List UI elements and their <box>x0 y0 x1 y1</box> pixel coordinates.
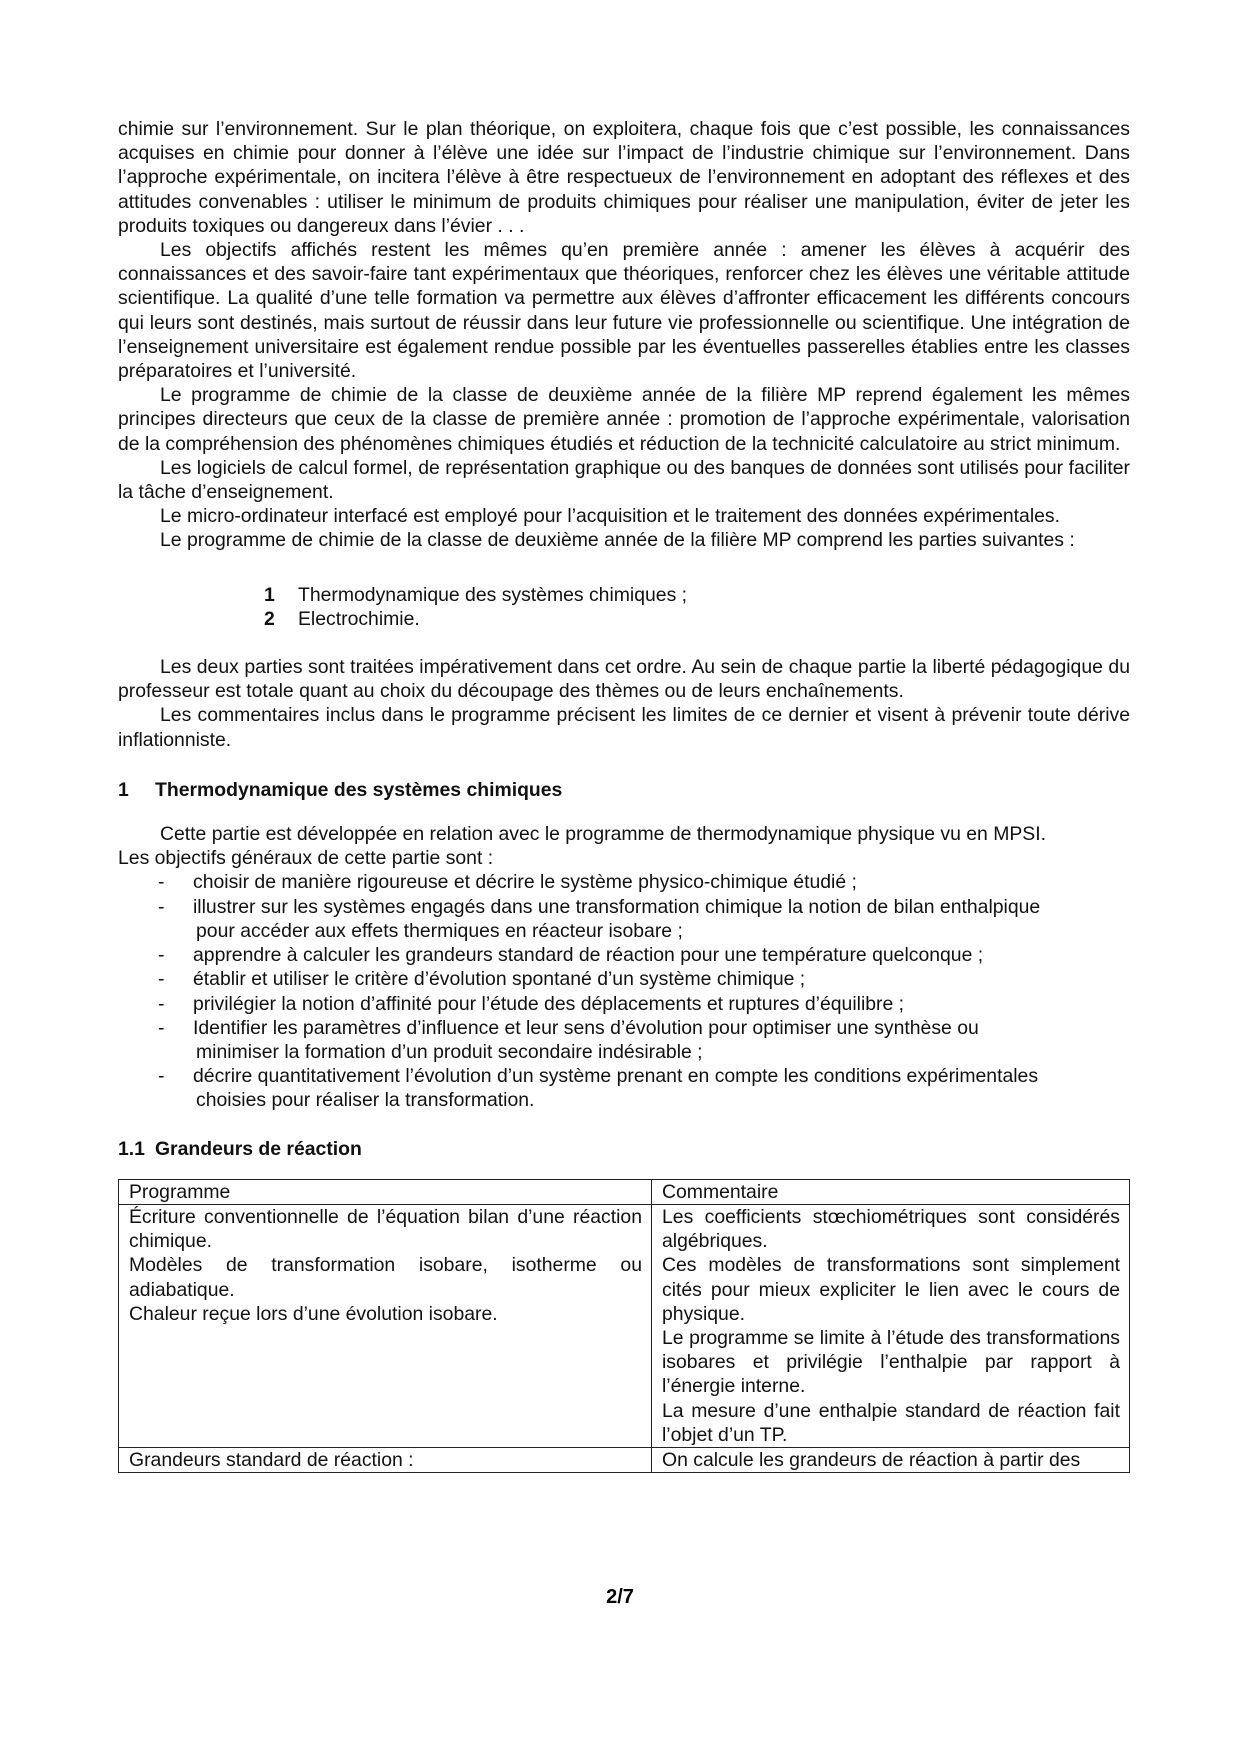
list-item: - établir et utiliser le critère d’évolution spontané d’un système chimique ; <box>158 968 806 991</box>
list-item: - illustrer sur les systèmes engagés dans une transformation chimique la notion de bilan enthalpique pour accéder aux effets thermiques en réacteur isobare ; <box>158 895 1041 942</box>
table-header-commentaire: Commentaire <box>652 1179 1130 1204</box>
table-row <box>119 1204 1130 1447</box>
section-intro-line-2: Les objectifs généraux de cette partie sont : <box>118 847 494 870</box>
table-cell: Grandeurs standard de réaction : <box>119 1447 652 1472</box>
list-item-number: 2 <box>264 607 275 630</box>
intro-paragraph-4: Les logiciels de calcul formel, de représentation graphique ou des banques de données sont utilisés pour faciliter la tâche d’enseignement. <box>118 456 1130 504</box>
subsection-heading <box>118 1137 1130 1161</box>
section-intro-line-1: Cette partie est développée en relation avec le programme de thermodynamique physique vu en MPSI. <box>160 823 1047 846</box>
list-item <box>264 583 1130 607</box>
program-table <box>118 1179 1130 1473</box>
list-item-label: Thermodynamique des systèmes chimiques ; <box>298 583 688 606</box>
section-heading <box>118 778 1130 802</box>
list-item: - apprendre à calculer les grandeurs standard de réaction pour une température quelconque ; <box>158 944 984 967</box>
table-header-row <box>119 1179 1130 1204</box>
section-title: Thermodynamique des systèmes chimiques <box>155 778 563 801</box>
subsection-title: Grandeurs de réaction <box>154 1137 362 1160</box>
table-header-programme: Programme <box>119 1179 652 1204</box>
table-cell: Écriture conventionnelle de l’équation bilan d’une réaction chimique. Modèles de transformation isobare, isotherme ou adiabatique. Chaleur reçue lors d’une évolution isobare. <box>119 1204 652 1447</box>
intro-paragraph-2: Les objectifs affichés restent les mêmes qu’en première année : amener les élèves à acquérir des connaissances et des savoir-faire tant expérimentaux que théoriques, renforcer chez les élèves une véritable attitude scientifique. La qualité d’une telle formation va permettre aux élèves d’affronter efficacement les différents concours qui leurs sont destinés, mais surtout de réussir dans leur future vie professionnelle ou scientifique. Une intégration de l’enseignement universitaire est également rendue possible par les éventuelles passerelles établies entre les classes préparatoires et l’université. <box>118 239 1130 383</box>
table-row <box>119 1447 1130 1472</box>
intro-paragraph-3: Le programme de chimie de la classe de deuxième année de la filière MP reprend également les mêmes principes directeurs que ceux de la classe de première année : promotion de l’approche expérimentale, valorisation de la compréhension des phénomènes chimiques étudiés et réduction de la technicité calculatoire au strict minimum. <box>118 384 1130 455</box>
table-cell: Les coefficients stœchiométriques sont considérés algébriques. Ces modèles de transformations sont simplement cités pour mieux expliciter le lien avec le cours de physique. Le programme se limite à l’étude des transformations isobares et privilégie l’enthalpie par rapport à l’énergie interne. La mesure d’une enthalpie standard de réaction fait l’objet d’un TP. <box>652 1204 1130 1447</box>
document-page <box>118 117 1130 1473</box>
intro-paragraph-5: Le micro-ordinateur interfacé est employé pour l’acquisition et le traitement des données expérimentales. <box>160 505 1060 528</box>
list-item: - décrire quantitativement l’évolution d’un système prenant en compte les conditions expérimentales choisies pour réaliser la transformation. <box>158 1065 1039 1112</box>
after-paragraph-1: Les deux parties sont traitées impérativement dans cet ordre. Au sein de chaque partie la liberté pédagogique du professeur est totale quant au choix du découpage des thèmes ou de leurs enchaînements. <box>118 656 1130 703</box>
after-paragraph-2: Les commentaires inclus dans le programme précisent les limites de ce dernier et visent à prévenir toute dérive inflationniste. <box>118 704 1130 751</box>
list-item-number: 1 <box>264 583 275 606</box>
objectives-list <box>118 870 1130 1112</box>
list-item: - privilégier la notion d’affinité pour l’étude des déplacements et ruptures d’équilibre ; <box>158 992 905 1015</box>
table-cell: On calcule les grandeurs de réaction à partir des <box>652 1447 1130 1472</box>
parts-list <box>264 583 1130 631</box>
intro-paragraph-6: Le programme de chimie de la classe de deuxième année de la filière MP comprend les parties suivantes : <box>160 529 1075 552</box>
intro-paragraph-1: chimie sur l’environnement. Sur le plan théorique, on exploitera, chaque fois que c’est possible, les connaissances acquises en chimie pour donner à l’élève une idée sur l’impact de l’industrie chimique sur l’environnement. Dans l’approche expérimentale, on incitera l’élève à être respectueux de l’environnement en adoptant des réflexes et des attitudes convenables : utiliser le minimum de produits chimiques pour réaliser une manipulation, éviter de jeter les produits toxiques ou dangereux dans l’évier . . . <box>118 118 1130 237</box>
list-item <box>264 607 1130 631</box>
subsection-number: 1.1 <box>118 1137 145 1160</box>
section-number: 1 <box>118 778 129 801</box>
page-number: 2/7 <box>606 1586 634 1608</box>
list-item-label: Electrochimie. <box>298 607 420 630</box>
list-item: - choisir de manière rigoureuse et décrire le système physico-chimique étudié ; <box>158 871 857 894</box>
list-item: - Identifier les paramètres d’influence et leur sens d’évolution pour optimiser une synthèse ou minimiser la formation d’un produit secondaire indésirable ; <box>158 1016 979 1063</box>
